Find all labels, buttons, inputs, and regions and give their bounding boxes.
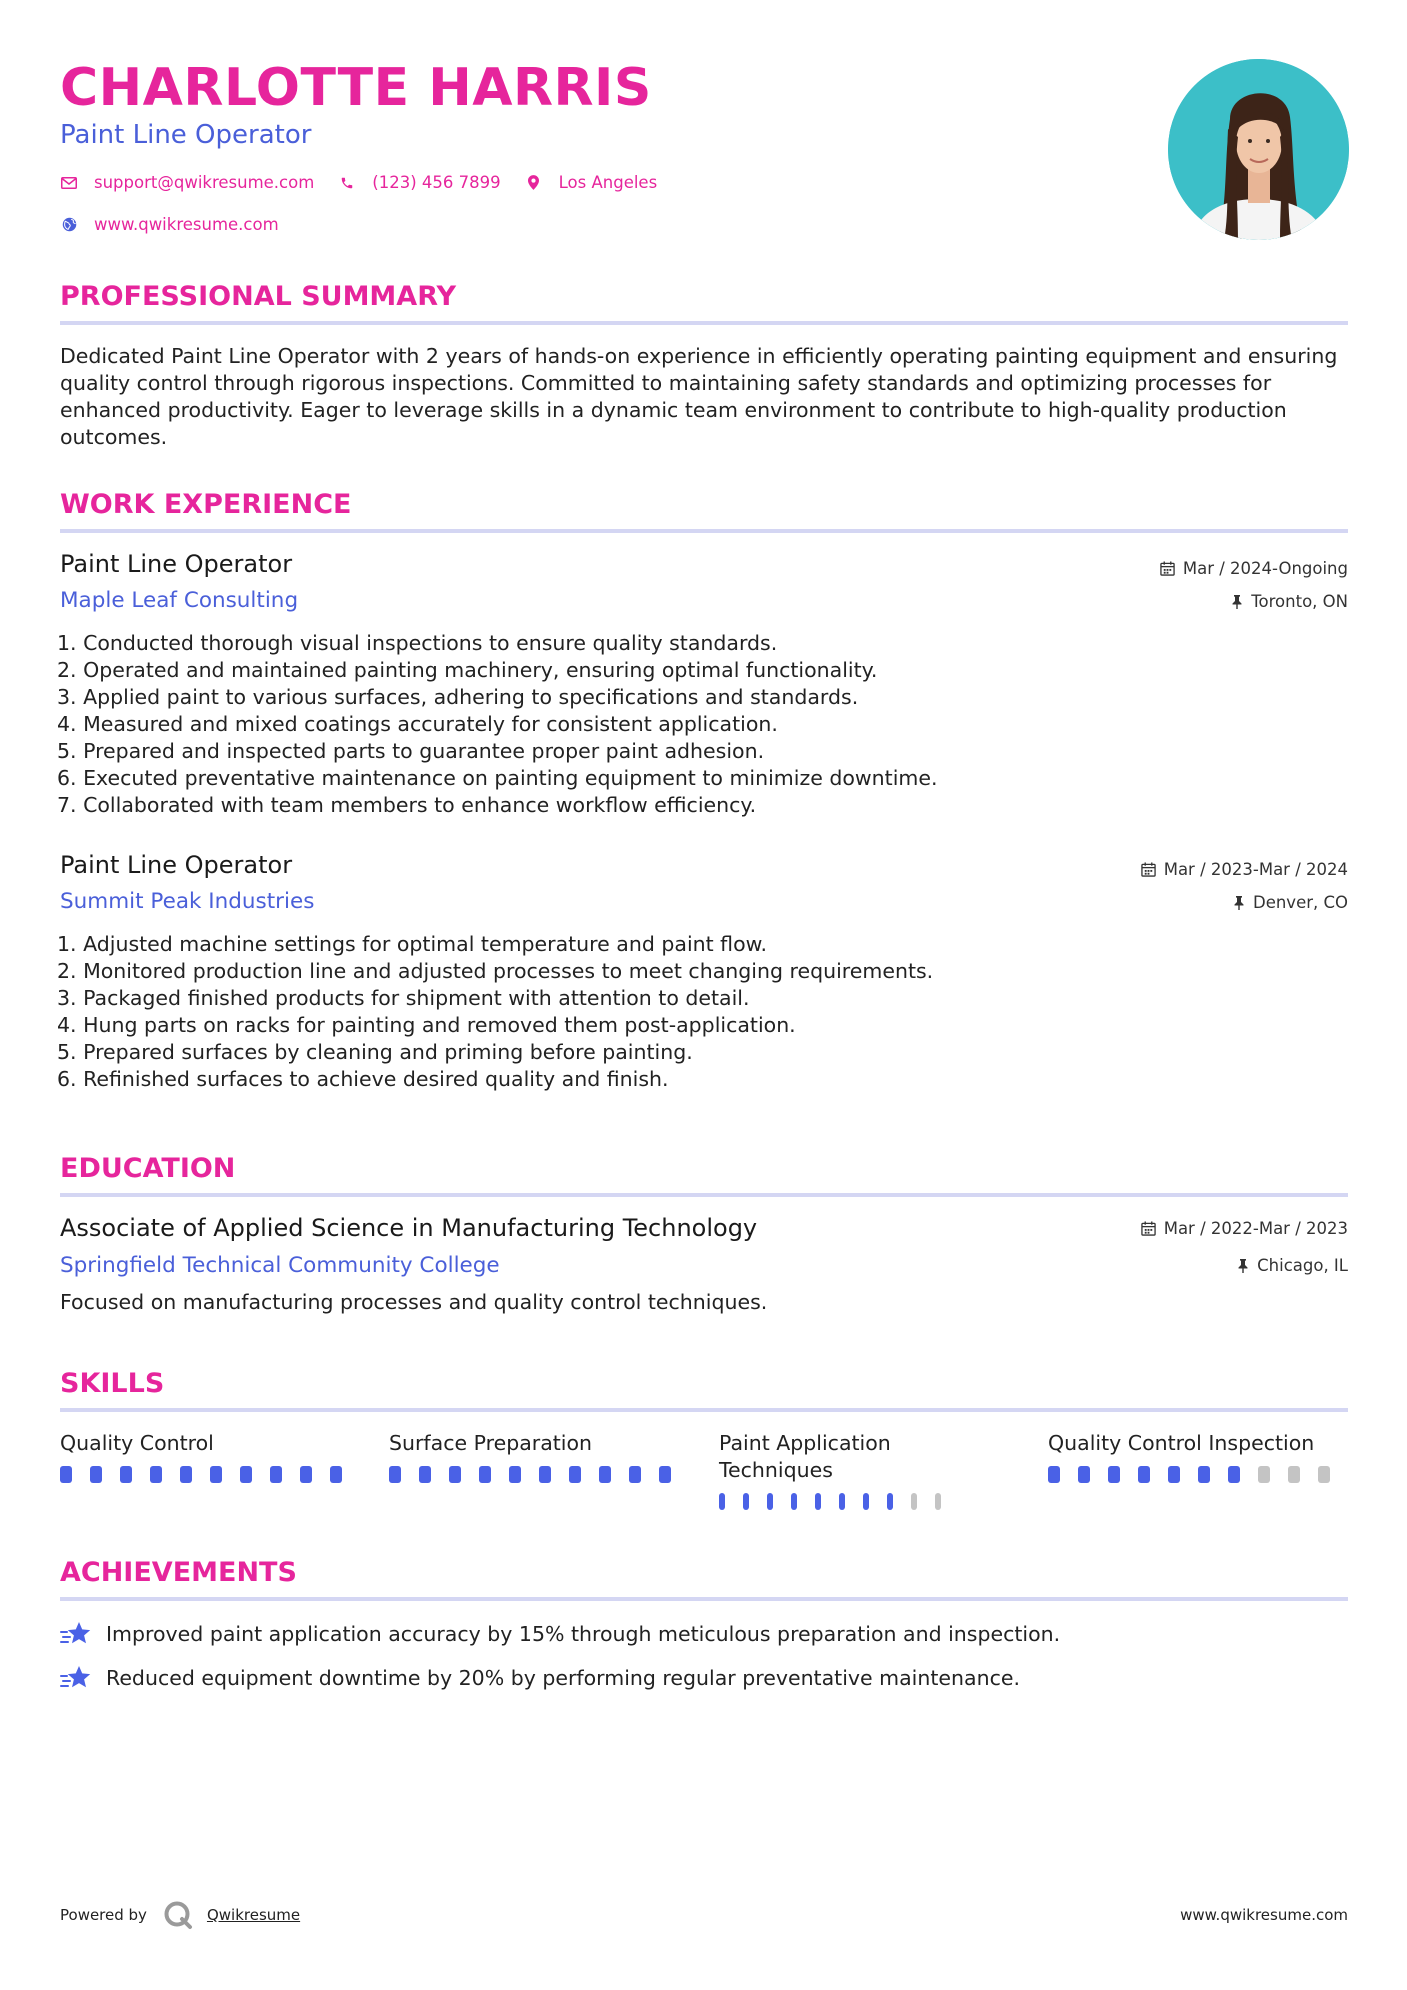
education-heading: EDUCATION [60,1153,236,1184]
job-location [1231,592,1348,611]
skill-dot-filled [1198,1466,1210,1483]
list-item: 6. Refinished surfaces to achieve desired quality and finish. [57,1067,669,1091]
map-pin-icon [525,174,543,192]
skills-heading: SKILLS [60,1368,165,1399]
skill-dot-filled [60,1466,72,1483]
email-text: support@qwikresume.com [94,173,315,192]
contact-location [525,173,658,192]
education-location-text: Chicago, IL [1257,1256,1348,1275]
skill-dot-filled [539,1466,551,1483]
globe-icon [60,216,78,234]
education-degree: Associate of Applied Science in Manufacturing Technology [60,1214,758,1242]
list-item: 2. Operated and maintained painting machinery, ensuring optimal functionality. [57,658,878,682]
list-item: 5. Prepared and inspected parts to guarantee proper paint adhesion. [57,739,765,763]
job-location-text: Denver, CO [1252,893,1348,912]
skill-dot-filled [719,1493,725,1510]
skill-dot-filled [1168,1466,1180,1483]
skill-dot-filled [449,1466,461,1483]
skill-name: Paint Application Techniques [719,1431,891,1482]
phone-icon [338,174,356,192]
job-location [1233,893,1348,912]
skill-dot-empty [935,1493,941,1510]
list-item: 7. Collaborated with team members to enhance workflow efficiency. [57,793,757,817]
footer-powered-by [60,1900,300,1930]
skill-dot-filled [389,1466,401,1483]
skill-item [719,1430,959,1510]
job-dates [1160,559,1348,578]
education-school: Springfield Technical Community College [60,1253,500,1278]
experience-heading: WORK EXPERIENCE [60,489,352,520]
skill-dot-filled [330,1466,342,1483]
job-location-text: Toronto, ON [1251,592,1348,611]
skill-dot-filled [1228,1466,1240,1483]
list-item: 6. Executed preventative maintenance on painting equipment to minimize downtime. [57,766,938,790]
achievement-text: Improved paint application accuracy by 15% through meticulous preparation and inspection. [106,1622,1061,1646]
calendar-icon [1141,1221,1156,1236]
powered-by-label: Powered by [60,1906,147,1924]
achievements-heading: ACHIEVEMENTS [60,1557,297,1588]
contact-row-website [60,215,303,234]
star-icon [60,1620,92,1648]
job-bullets [57,931,1157,1093]
pushpin-icon [1237,1259,1249,1273]
website-text: www.qwikresume.com [94,215,279,234]
skill-dot-filled [863,1493,869,1510]
skill-dot-empty [911,1493,917,1510]
achievement-item [60,1664,1020,1692]
calendar-icon [1141,862,1156,877]
job-bullets [57,630,1157,819]
footer-website[interactable]: www.qwikresume.com [1180,1906,1348,1924]
skill-dot-filled [1108,1466,1120,1483]
skill-dot-filled [1078,1466,1090,1483]
skill-rating [60,1466,360,1483]
skill-dot-filled [791,1493,797,1510]
skill-dot-filled [300,1466,312,1483]
skill-dot-filled [599,1466,611,1483]
section-divider [60,529,1348,533]
skill-dot-filled [90,1466,102,1483]
skill-dot-filled [270,1466,282,1483]
skill-dot-filled [210,1466,222,1483]
skill-dot-filled [629,1466,641,1483]
list-item: 5. Prepared surfaces by cleaning and priming before painting. [57,1040,693,1064]
phone-text: (123) 456 7899 [372,173,501,192]
contact-phone[interactable] [338,173,500,192]
education-location [1237,1256,1348,1275]
skill-dot-filled [743,1493,749,1510]
skill-rating [719,1493,959,1510]
skill-dot-empty [1258,1466,1270,1483]
skill-rating [1048,1466,1348,1483]
section-divider [60,321,1348,325]
contact-email[interactable] [60,173,314,192]
skill-item [389,1430,689,1483]
pushpin-icon [1231,595,1243,609]
list-item: 4. Measured and mixed coatings accurately for consistent application. [57,712,778,736]
skill-item [60,1430,360,1483]
skill-dot-filled [150,1466,162,1483]
list-item: 1. Conducted thorough visual inspections to ensure quality standards. [57,631,778,655]
skill-dot-filled [419,1466,431,1483]
skill-dot-filled [479,1466,491,1483]
skill-dot-filled [1048,1466,1060,1483]
job-role: Paint Line Operator [60,851,293,879]
education-description: Focused on manufacturing processes and quality control techniques. [60,1290,768,1314]
list-item: 1. Adjusted machine settings for optimal temperature and paint flow. [57,932,768,956]
envelope-icon [60,174,78,192]
section-divider [60,1408,1348,1412]
profile-photo [1168,59,1349,240]
skill-dot-empty [1288,1466,1300,1483]
skill-dot-filled [240,1466,252,1483]
skill-dot-filled [180,1466,192,1483]
skill-dot-filled [509,1466,521,1483]
skill-dot-filled [767,1493,773,1510]
skill-item [1048,1430,1348,1483]
qwikresume-link[interactable]: Qwikresume [206,1906,301,1924]
job-company: Maple Leaf Consulting [60,588,299,613]
pushpin-icon [1233,896,1245,910]
list-item: 3. Packaged finished products for shipment with attention to detail. [57,986,750,1010]
skill-dot-filled [887,1493,893,1510]
education-dates [1141,1219,1348,1238]
list-item: 4. Hung parts on racks for painting and removed them post-application. [57,1013,796,1037]
section-divider [60,1597,1348,1601]
education-dates-text: Mar / 2022-Mar / 2023 [1163,1219,1348,1238]
skill-dot-filled [839,1493,845,1510]
contact-website[interactable] [60,215,279,234]
job-role: Paint Line Operator [60,550,293,578]
job-company: Summit Peak Industries [60,889,315,914]
job-dates-text: Mar / 2024-Ongoing [1182,559,1348,578]
job-dates [1141,860,1348,879]
skill-rating [389,1466,689,1483]
candidate-title: Paint Line Operator [60,120,312,150]
list-item: 2. Monitored production line and adjusted processes to meet changing requirements. [57,959,934,983]
calendar-icon [1160,561,1175,576]
skill-dot-filled [659,1466,671,1483]
skill-dot-empty [1318,1466,1330,1483]
skill-dot-filled [815,1493,821,1510]
job-dates-text: Mar / 2023-Mar / 2024 [1163,860,1348,879]
section-divider [60,1193,1348,1197]
summary-heading: PROFESSIONAL SUMMARY [60,281,457,312]
skill-dot-filled [120,1466,132,1483]
star-icon [60,1664,92,1692]
skill-name: Quality Control Inspection [1048,1431,1315,1455]
skill-name: Surface Preparation [389,1431,593,1455]
qwikresume-logo-icon [163,1900,193,1930]
achievement-item [60,1620,1060,1648]
skill-name: Quality Control [60,1431,214,1455]
location-text: Los Angeles [558,173,658,192]
summary-text: Dedicated Paint Line Operator with 2 years of hands-on experience in efficiently operating painting equipment and ensuring quality control through rigorous inspections. Committed to maintaining safety standards and optimizing processes for enhanced productivity. Eager to leverage skills in a dynamic team environment to contribute to high-quality production outcomes. [60,344,1338,449]
candidate-name: CHARLOTTE HARRIS [60,58,652,118]
achievement-text: Reduced equipment downtime by 20% by performing regular preventative maintenance. [106,1666,1020,1690]
list-item: 3. Applied paint to various surfaces, adhering to specifications and standards. [57,685,859,709]
skill-dot-filled [1138,1466,1150,1483]
contact-row [60,173,681,192]
skill-dot-filled [569,1466,581,1483]
